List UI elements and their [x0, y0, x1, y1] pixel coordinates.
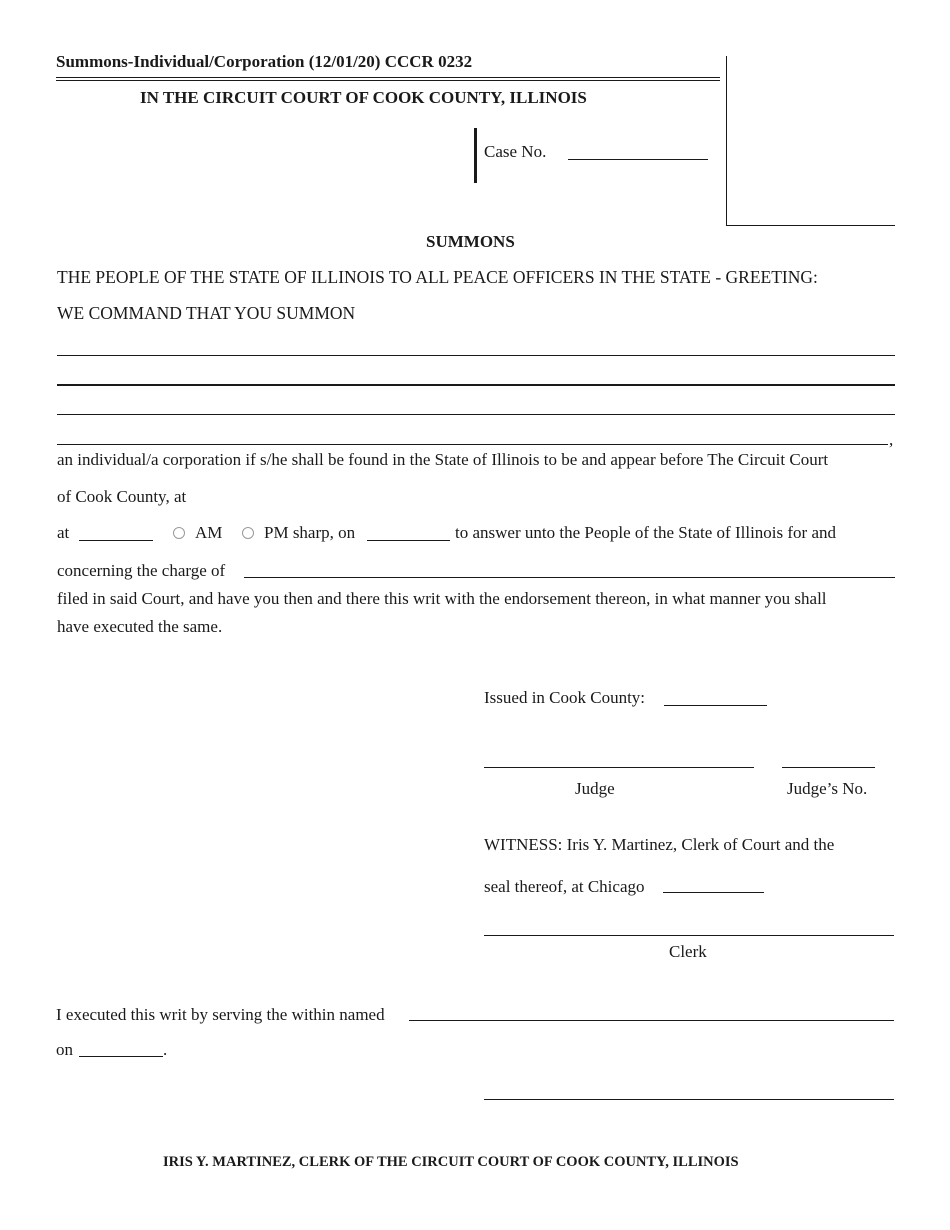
charge-label: concerning the charge of: [57, 561, 226, 580]
pm-radio[interactable]: [242, 527, 254, 539]
trailing-comma: ,: [889, 430, 894, 449]
judge-no-label: Judge’s No.: [787, 779, 868, 798]
defendant-line-3[interactable]: [57, 414, 895, 415]
served-date-period: .: [163, 1040, 168, 1059]
defendant-line-4[interactable]: [57, 444, 888, 445]
answer-text: to answer unto the People of the State of Illinois for and: [455, 523, 836, 542]
header-rule-top: [56, 77, 720, 78]
defendant-line-2[interactable]: [57, 384, 895, 386]
greeting-text: THE PEOPLE OF THE STATE OF ILLINOIS TO ALL PEACE OFFICERS IN THE STATE - GREETING:: [57, 267, 818, 287]
time-field[interactable]: [79, 540, 153, 541]
form-id: Summons-Individual/Corporation (12/01/20) CCCR 0232: [56, 52, 473, 71]
witness-text-line-1: WITNESS: Iris Y. Martinez, Clerk of Court and the: [484, 835, 835, 854]
issued-label: Issued in Cook County:: [484, 688, 646, 707]
am-radio[interactable]: [173, 527, 185, 539]
witness-date-field[interactable]: [663, 892, 764, 893]
date-field[interactable]: [367, 540, 450, 541]
officer-signature-field[interactable]: [484, 1099, 894, 1100]
stamp-box-left-border: [726, 56, 727, 226]
appear-text-line-2: of Cook County, at: [57, 487, 187, 506]
footer-text: IRIS Y. MARTINEZ, CLERK OF THE CIRCUIT COURT OF COOK COUNTY, ILLINOIS: [163, 1154, 739, 1170]
pm-sharp-on-label: PM sharp, on: [264, 523, 356, 542]
command-text: WE COMMAND THAT YOU SUMMON: [57, 303, 356, 323]
am-label: AM: [195, 523, 223, 542]
clerk-signature-field[interactable]: [484, 935, 894, 936]
court-title: IN THE CIRCUIT COURT OF COOK COUNTY, ILLINOIS: [140, 88, 587, 107]
served-name-field[interactable]: [409, 1020, 894, 1021]
judge-label: Judge: [575, 779, 615, 798]
defendant-line-1[interactable]: [57, 355, 895, 356]
witness-text-line-2: seal thereof, at Chicago: [484, 877, 645, 896]
issued-date-field[interactable]: [664, 705, 767, 706]
served-date-field[interactable]: [79, 1056, 163, 1057]
case-no-label: Case No.: [484, 142, 547, 161]
summons-title: SUMMONS: [426, 232, 515, 251]
appear-text-line-1: an individual/a corporation if s/he shall be found in the State of Illinois to be and appear before The Circuit Court: [57, 450, 829, 469]
judge-signature-field[interactable]: [484, 767, 754, 768]
charge-field[interactable]: [244, 577, 895, 578]
header-rule-bottom: [56, 80, 720, 81]
judge-number-field[interactable]: [782, 767, 875, 768]
executed-label: I executed this writ by serving the within named: [56, 1005, 385, 1024]
stamp-box-bottom-border: [726, 225, 895, 226]
clerk-label: Clerk: [669, 942, 707, 961]
at-label: at: [57, 523, 70, 542]
on-label: on: [56, 1040, 73, 1059]
filed-text-line-1: filed in said Court, and have you then and there this writ with the endorsement thereon, in what manner you shall: [57, 589, 827, 608]
case-no-divider: [474, 128, 477, 183]
case-no-field[interactable]: [568, 159, 708, 160]
filed-text-line-2: have executed the same.: [57, 617, 223, 636]
